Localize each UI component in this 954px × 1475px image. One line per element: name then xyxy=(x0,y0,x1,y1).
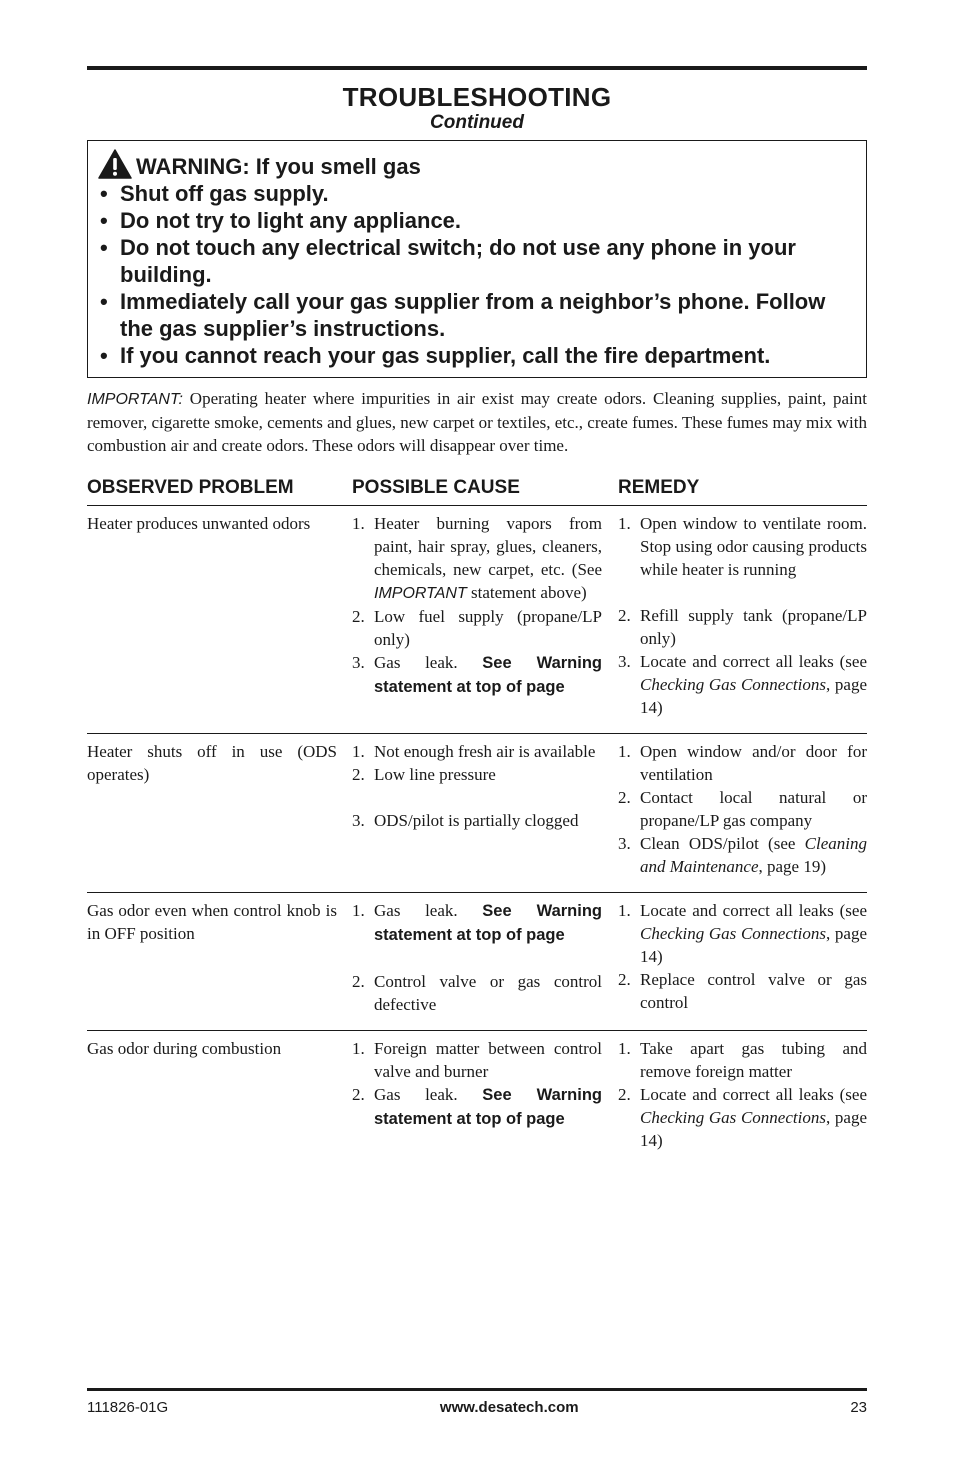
warning-item: • If you cannot reach your gas supplier, call the fire department. xyxy=(98,342,856,369)
remedy-item: 2. Contact local natural or propane/LP gas company xyxy=(618,788,867,830)
table-row xyxy=(87,506,867,734)
remedy-list xyxy=(618,1037,867,1152)
remedy-list xyxy=(618,512,867,719)
observed-problem: Gas odor during combustion xyxy=(87,1039,282,1058)
warning-item: • Do not touch any electrical switch; do not use any phone in your building. xyxy=(98,234,856,288)
cause-item: 2. Low fuel supply (propane/LP only) xyxy=(352,607,602,649)
remedy-item: 2. Refill supply tank (propane/LP only) xyxy=(618,606,867,648)
table-row xyxy=(87,1031,867,1166)
remedy-item: 3. Locate and correct all leaks (see Checking Gas Connections, page 14) xyxy=(618,652,867,717)
cause-item: 1. Gas leak. See Warning statement at top of page xyxy=(352,901,602,944)
page-footer xyxy=(87,1388,867,1416)
cause-list xyxy=(352,512,602,699)
warning-item: • Shut off gas supply. xyxy=(98,180,856,207)
website-link[interactable]: www.desatech.com xyxy=(439,1399,579,1416)
header-observed-problem: OBSERVED PROBLEM xyxy=(87,477,294,498)
important-note xyxy=(87,387,867,457)
remedy-item: 2. Replace control valve or gas control xyxy=(618,970,867,1012)
header-remedy: REMEDY xyxy=(618,477,700,498)
page-content xyxy=(87,66,867,1166)
cause-item: 1. Foreign matter between control valve and burner xyxy=(352,1039,602,1081)
footer-rule xyxy=(87,1388,867,1391)
observed-problem: Gas odor even when control knob is in OFF position xyxy=(87,901,337,943)
remedy-item: 3. Clean ODS/pilot (see Cleaning and Maintenance, page 19) xyxy=(618,834,867,876)
cause-item: 2. Control valve or gas control defective xyxy=(352,972,602,1014)
warning-list xyxy=(98,180,856,369)
observed-problem: Heater produces unwanted odors xyxy=(87,514,311,533)
cause-list xyxy=(352,899,602,1016)
warning-box xyxy=(87,140,867,378)
important-label: IMPORTANT: xyxy=(87,391,183,408)
warning-heading-row xyxy=(98,153,856,180)
header-possible-cause: POSSIBLE CAUSE xyxy=(352,477,520,498)
cause-item: 1. Heater burning vapors from paint, hair spray, glues, cleaners, chemicals, new carpet, etc. (See IMPORTANT statement above) xyxy=(352,514,602,602)
remedy-list xyxy=(618,740,867,878)
remedy-list xyxy=(618,899,867,1014)
remedy-item: 1. Open window to ventilate room. Stop using odor causing products while heater is running xyxy=(618,514,867,579)
cause-item: 3. ODS/pilot is partially clogged xyxy=(352,811,579,830)
cause-item: 1. Not enough fresh air is available xyxy=(352,742,596,761)
top-rule xyxy=(87,66,867,70)
remedy-item: 1. Locate and correct all leaks (see Checking Gas Connections, page 14) xyxy=(618,901,867,966)
warning-heading: WARNING: If you smell gas xyxy=(136,154,421,179)
table-row xyxy=(87,734,867,893)
part-number: 111826-01G xyxy=(87,1399,169,1416)
page-number: 23 xyxy=(850,1399,867,1416)
cause-item: 2. Low line pressure xyxy=(352,765,496,784)
cause-item: 2. Gas leak. See Warning statement at top of page xyxy=(352,1085,602,1128)
remedy-item: 2. Locate and correct all leaks (see Checking Gas Connections, page 14) xyxy=(618,1085,867,1150)
important-text: Operating heater where impurities in air exist may create odors. Cleaning supplies, paint, paint remover, cigarette smoke, cements and glues, new carpet or textiles, etc., create fumes. These fumes may mix with combustion air and create odors. These odors will disappear over time. xyxy=(87,389,867,455)
cause-item: 3. Gas leak. See Warning statement at top of page xyxy=(352,653,602,696)
remedy-item: 1. Take apart gas tubing and remove foreign matter xyxy=(618,1039,867,1081)
table-header xyxy=(87,475,867,506)
warning-item: • Immediately call your gas supplier from a neighbor’s phone. Follow the gas supplier’s instructions. xyxy=(98,288,856,342)
cause-list xyxy=(352,740,602,832)
warning-triangle-icon xyxy=(98,149,132,179)
cause-list xyxy=(352,1037,602,1131)
page-subtitle: Continued xyxy=(430,112,524,133)
warning-item: • Do not try to light any appliance. xyxy=(98,207,856,234)
remedy-item: 1. Open window and/or door for ventilation xyxy=(618,742,867,784)
observed-problem: Heater shuts off in use (ODS operates) xyxy=(87,742,337,784)
page-title: TROUBLESHOOTING xyxy=(342,82,612,112)
table-row xyxy=(87,893,867,1031)
